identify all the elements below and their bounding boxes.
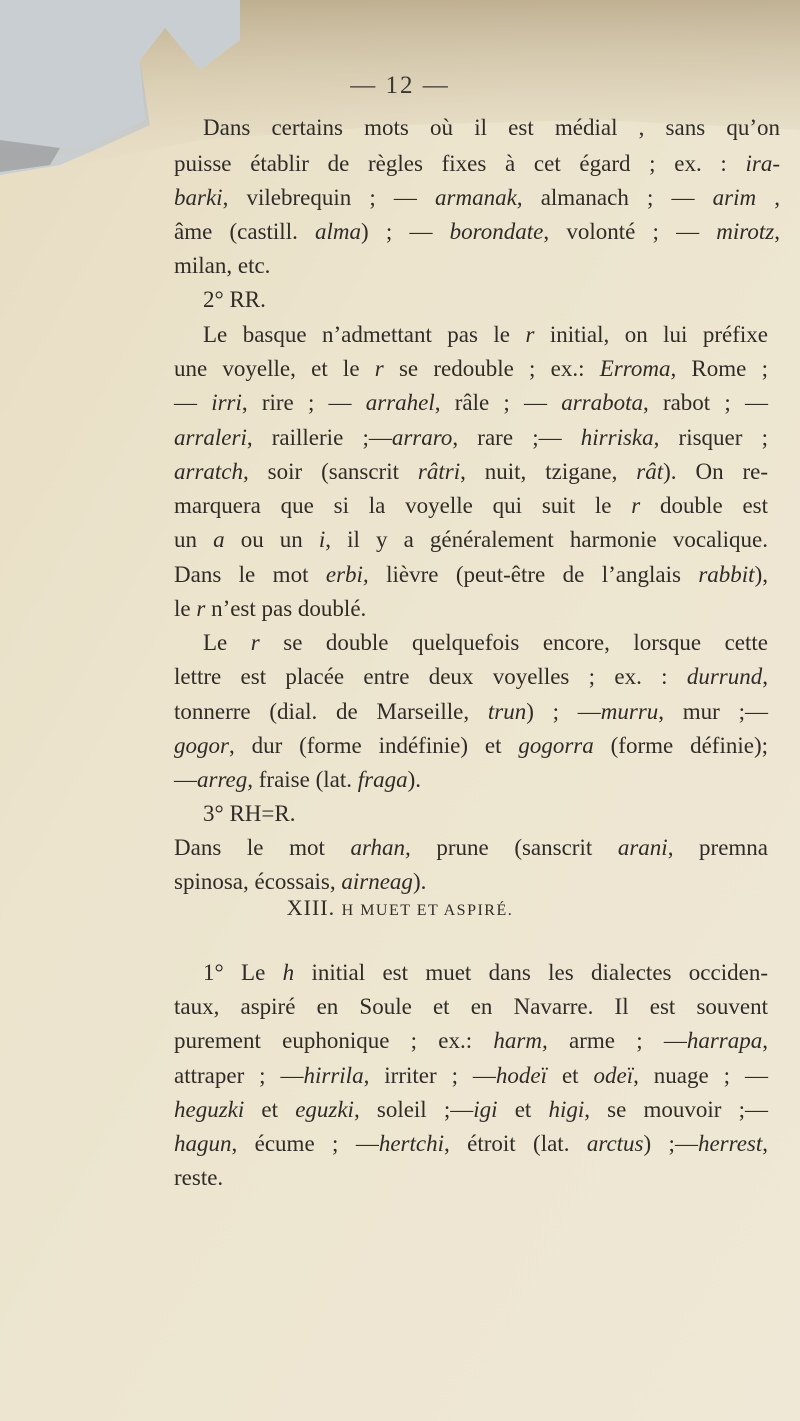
text-run: , xyxy=(762,1028,769,1053)
text-run: (forme définie); xyxy=(593,733,768,758)
italic-term: arim xyxy=(712,185,757,210)
text-run: ) ; — xyxy=(526,699,601,724)
text-run: , xyxy=(774,219,780,244)
italic-term: a xyxy=(213,527,225,552)
text-run: marquera que si la voyelle qui suit le xyxy=(174,493,632,518)
text-run: ), xyxy=(754,562,768,587)
text-run: , écume ; — xyxy=(231,1131,379,1156)
text-line xyxy=(174,594,366,624)
text-run: lièvre (peut-être de l’anglais xyxy=(368,562,699,587)
text-line xyxy=(203,320,768,350)
italic-term: h xyxy=(282,960,295,985)
text-line xyxy=(174,183,780,213)
text-run: puisse établir de règles fixes à cet égard ; ex. : xyxy=(174,151,746,176)
page-number: — 12 — xyxy=(350,72,450,99)
text-run: âme (castill. xyxy=(174,219,316,244)
italic-term: fraga xyxy=(357,767,408,792)
text-run: arme ; — xyxy=(547,1028,687,1053)
italic-term: hirriska xyxy=(580,425,654,450)
text-run: — xyxy=(174,390,212,415)
text-run: , irriter ; — xyxy=(363,1063,496,1088)
italic-term: durrund xyxy=(686,664,763,689)
text-run: et xyxy=(497,1097,549,1122)
italic-term: r xyxy=(250,630,260,655)
text-run: n’est pas doublé. xyxy=(205,596,367,621)
text-run: initial est muet dans les dialectes occiden- xyxy=(294,960,768,985)
text-line xyxy=(203,285,266,315)
italic-term: alma xyxy=(315,219,362,244)
text-run: ou un xyxy=(224,527,319,552)
text-run: Dans certains mots où il est médial , sans qu’on xyxy=(203,115,780,140)
text-run: Rome ; xyxy=(676,356,768,381)
text-run: , xyxy=(756,185,781,210)
text-line xyxy=(174,560,768,590)
italic-term: mirotz xyxy=(716,219,775,244)
text-run: se double quelquefois encore, lorsque cette xyxy=(259,630,769,655)
italic-term: hodeï xyxy=(495,1063,548,1088)
text-run: , risquer ; xyxy=(653,425,768,450)
text-line xyxy=(174,833,768,863)
italic-term: Erroma, xyxy=(599,356,677,381)
italic-term: harrapa xyxy=(686,1028,763,1053)
text-run: Le xyxy=(203,630,251,655)
italic-term: eguzki xyxy=(295,1097,354,1122)
text-run: reste. xyxy=(174,1165,224,1190)
italic-term: hertchi xyxy=(378,1131,444,1156)
text-run: , soleil ;— xyxy=(353,1097,474,1122)
italic-term: airneag xyxy=(341,869,413,894)
italic-term: ira- xyxy=(745,151,780,176)
text-line xyxy=(174,251,270,281)
text-run: ) ;— xyxy=(643,1131,698,1156)
text-run: , premna xyxy=(667,835,769,860)
text-run: double est xyxy=(640,493,768,518)
text-run: et xyxy=(244,1097,296,1122)
text-run: ). xyxy=(412,869,427,894)
text-run: ) ; — xyxy=(361,219,450,244)
text-run: tonnerre (dial. de Marseille, xyxy=(174,699,488,724)
text-run: , raillerie ;— xyxy=(246,425,392,450)
text-line xyxy=(174,525,768,555)
text-run: , nuit, tzigane, xyxy=(460,459,637,484)
text-run: , vilebrequin ; — xyxy=(222,185,436,210)
italic-term: barki xyxy=(174,185,223,210)
italic-term: odeï xyxy=(593,1063,634,1088)
text-run: purement euphonique ; ex.: xyxy=(174,1028,494,1053)
text-line xyxy=(203,799,295,829)
text-run: , se mouvoir ;— xyxy=(584,1097,768,1122)
italic-term: herrest xyxy=(697,1131,763,1156)
text-line xyxy=(174,697,768,727)
text-line xyxy=(174,1095,768,1125)
text-line xyxy=(174,867,426,897)
text-line xyxy=(174,354,768,384)
text-run: , volonté ; — xyxy=(543,219,717,244)
text-run: taux, aspiré en Soule et en Navarre. Il est souvent xyxy=(174,994,768,1019)
italic-term: hirrila xyxy=(303,1063,364,1088)
text-line xyxy=(203,958,768,988)
italic-term: i xyxy=(318,527,326,552)
italic-term: arani xyxy=(617,835,668,860)
text-line xyxy=(174,423,768,453)
text-line xyxy=(174,457,768,487)
italic-term: arratch, xyxy=(174,459,249,484)
italic-term: borondate xyxy=(449,219,544,244)
text-line xyxy=(174,1163,223,1193)
text-run: Dans le mot xyxy=(174,835,351,860)
italic-term: rabbit xyxy=(698,562,755,587)
italic-term: arrabota xyxy=(561,390,643,415)
text-run: Dans le mot xyxy=(174,562,326,587)
italic-term: arreg, xyxy=(197,767,254,792)
section-numeral: XIII. xyxy=(286,895,336,920)
italic-term: irri xyxy=(211,390,242,415)
text-run: milan, etc. xyxy=(174,253,271,278)
section-title: H MUET ET ASPIRÉ. xyxy=(341,902,514,919)
text-line xyxy=(174,149,780,179)
italic-term: r xyxy=(374,356,384,381)
text-run: , xyxy=(762,1131,769,1156)
italic-term: heguzki xyxy=(174,1097,245,1122)
italic-term: arraro xyxy=(391,425,453,450)
text-run: , rare ;— xyxy=(452,425,581,450)
text-run: et xyxy=(547,1063,594,1088)
text-run: le xyxy=(174,596,197,621)
text-line xyxy=(174,1129,768,1159)
italic-term: erbi, xyxy=(325,562,369,587)
italic-term: rât xyxy=(636,459,664,484)
text-line xyxy=(203,113,780,143)
text-line xyxy=(174,388,768,418)
text-line xyxy=(174,1026,768,1056)
text-run: attraper ; — xyxy=(174,1063,304,1088)
section-heading xyxy=(0,895,800,921)
italic-term: higi xyxy=(548,1097,585,1122)
text-run: , râle ; — xyxy=(434,390,562,415)
italic-term: r xyxy=(525,322,535,347)
text-run: spinosa, écossais, xyxy=(174,869,342,894)
text-line xyxy=(174,992,768,1022)
italic-term: igi xyxy=(473,1097,498,1122)
italic-term: hagun xyxy=(174,1131,232,1156)
italic-term: r xyxy=(196,596,206,621)
text-line xyxy=(174,731,768,761)
italic-term: murru xyxy=(600,699,659,724)
italic-term: arctus xyxy=(586,1131,644,1156)
italic-term: gogor xyxy=(174,733,229,758)
text-run: fraise (lat. xyxy=(253,767,358,792)
text-run: , rabot ; — xyxy=(642,390,768,415)
text-run: ). xyxy=(407,767,422,792)
italic-term: armanak, xyxy=(435,185,523,210)
text-run: lettre est placée entre deux voyelles ; ex. : xyxy=(174,664,687,689)
text-run: , il y a généralement harmonie vocalique. xyxy=(325,527,769,552)
text-run: , rire ; — xyxy=(241,390,366,415)
text-run: , mur ;— xyxy=(658,699,768,724)
text-run: , étroit (lat. xyxy=(443,1131,587,1156)
text-run: un xyxy=(174,527,214,552)
text-line xyxy=(174,217,780,247)
text-run: 3° RH=R. xyxy=(203,801,296,826)
text-run: initial, on lui préfixe xyxy=(534,322,768,347)
text-line xyxy=(203,628,768,658)
italic-term: trun xyxy=(487,699,527,724)
text-run: se redouble ; ex.: xyxy=(383,356,600,381)
text-run: ). On re- xyxy=(663,459,769,484)
text-run: — xyxy=(174,767,197,792)
text-line xyxy=(174,491,768,521)
italic-term: arrahel xyxy=(365,390,435,415)
text-line xyxy=(174,765,421,795)
text-run: une voyelle, et le xyxy=(174,356,375,381)
text-line xyxy=(174,662,768,692)
italic-term: gogorra xyxy=(518,733,594,758)
text-run: Le basque n’admettant pas le xyxy=(203,322,526,347)
text-run: almanach ; — xyxy=(522,185,713,210)
text-run: 2° RR. xyxy=(203,287,266,312)
text-run: soir (sanscrit xyxy=(248,459,418,484)
text-line xyxy=(174,1061,768,1091)
italic-term: arraleri xyxy=(174,425,247,450)
text-run: prune (sanscrit xyxy=(410,835,618,860)
italic-term: arhan, xyxy=(350,835,411,860)
italic-term: harm, xyxy=(493,1028,548,1053)
text-run: , nuage ; — xyxy=(633,1063,768,1088)
italic-term: râtri xyxy=(417,459,461,484)
text-run: , xyxy=(762,664,768,689)
text-run: , dur (forme indéfinie) et xyxy=(228,733,519,758)
italic-term: r xyxy=(631,493,641,518)
text-run: 1° Le xyxy=(203,960,283,985)
